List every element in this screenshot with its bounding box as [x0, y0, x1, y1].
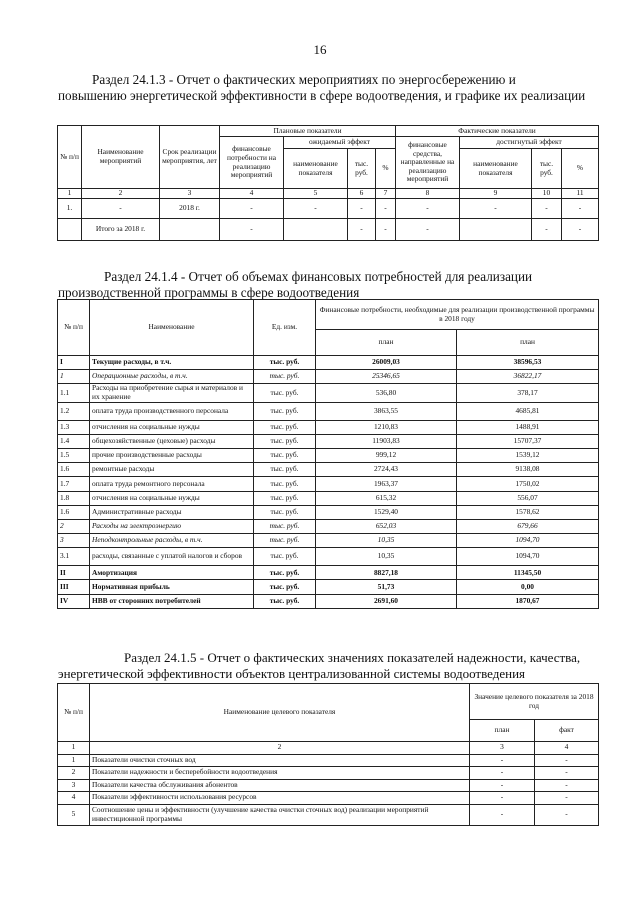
header-num: № п/п	[58, 300, 90, 356]
row-value-1: 1963,37	[316, 477, 457, 491]
row-value-1: 1210,83	[316, 420, 457, 434]
row-fact: -	[535, 754, 599, 767]
row-num: 1.1	[58, 384, 90, 402]
row-value-1: 615,32	[316, 491, 457, 505]
index-cell: 2	[82, 189, 160, 199]
table-row	[58, 199, 599, 219]
table-row	[58, 420, 599, 434]
row-name: Административные расходы	[90, 505, 254, 519]
row-value-1: 999,12	[316, 448, 457, 462]
row-num: 1.3	[58, 420, 90, 434]
section-24-1-5-title	[58, 650, 598, 682]
row-value-2: 1578,62	[457, 505, 599, 519]
row-num: 1	[58, 754, 90, 767]
header-name: Наименование мероприятий	[82, 126, 160, 189]
row-num: 1.2	[58, 402, 90, 420]
row-unit: тыс. руб.	[254, 402, 316, 420]
index-cell: 1	[58, 189, 82, 199]
header-plan-effect: ожидаемый эффект	[284, 137, 396, 149]
table-row	[58, 463, 599, 477]
header-plan: план	[470, 720, 535, 742]
index-row	[58, 189, 599, 199]
table-row	[58, 477, 599, 491]
row-plan: -	[470, 779, 535, 792]
row-value-1: 8827,18	[316, 566, 457, 580]
row-value-1: 2691,60	[316, 594, 457, 608]
row-unit: тыс. руб.	[254, 356, 316, 370]
row-unit: тыс. руб.	[254, 448, 316, 462]
index-cell: 6	[348, 189, 376, 199]
row-num: 1.8	[58, 491, 90, 505]
table-cell: 1.	[58, 199, 82, 219]
header-plan-rub: тыс. руб.	[348, 149, 376, 189]
index-cell: 8	[396, 189, 460, 199]
table-row	[58, 448, 599, 462]
table-row	[58, 370, 599, 384]
row-name: отчисления на социальные нужды	[90, 420, 254, 434]
section-24-1-3-title	[58, 72, 586, 104]
table-cell: -	[376, 219, 396, 241]
header-fact-fin: финансовые средства, направленные на реализацию мероприятий	[396, 137, 460, 189]
header-name: Наименование	[90, 300, 254, 356]
row-value-2: 38596,53	[457, 356, 599, 370]
row-num: 3.1	[58, 548, 90, 566]
table-cell: 2018 г.	[160, 199, 220, 219]
row-value-2: 1094,70	[457, 534, 599, 548]
row-num: I	[58, 356, 90, 370]
row-value-1: 3863,55	[316, 402, 457, 420]
row-value-2: 0,00	[457, 580, 599, 594]
section-title-line: Раздел 24.1.5 - Отчет о фактических значениях показателей надежности, качества,	[124, 650, 581, 665]
row-value-1: 11903,83	[316, 434, 457, 448]
table-row	[58, 384, 599, 402]
header-num: № п/п	[58, 126, 82, 189]
row-name: отчисления на социальные нужды	[90, 491, 254, 505]
row-unit: тыс. руб.	[254, 463, 316, 477]
row-unit: тыс. руб.	[254, 580, 316, 594]
row-unit: тыс. руб.	[254, 491, 316, 505]
row-value-1: 26009,03	[316, 356, 457, 370]
row-name: оплата труда ремонтного персонала	[90, 477, 254, 491]
row-value-2: 4685,81	[457, 402, 599, 420]
row-name: Неподконтрольные расходы, в т.ч.	[90, 534, 254, 548]
row-num: 2	[58, 519, 90, 533]
header-plan: план	[316, 330, 457, 356]
row-name: Расходы на приобретение сырья и материалов и их хранение	[90, 384, 254, 402]
index-cell: 4	[535, 742, 599, 755]
index-cell: 2	[90, 742, 470, 755]
table-cell	[460, 219, 532, 241]
row-value-1: 652,03	[316, 519, 457, 533]
index-row	[58, 742, 599, 755]
table-cell	[284, 219, 348, 241]
row-value-1: 10,35	[316, 534, 457, 548]
header-plan-fin: финансовые потребности на реализацию мероприятий	[220, 137, 284, 189]
row-num: 1.4	[58, 434, 90, 448]
row-value-2: 1870,67	[457, 594, 599, 608]
table-row	[58, 594, 599, 608]
row-name: Нормативная прибыль	[90, 580, 254, 594]
row-plan: -	[470, 792, 535, 805]
table-cell: -	[348, 219, 376, 241]
row-value-2: 9138,08	[457, 463, 599, 477]
table-row	[58, 548, 599, 566]
row-name: Текущие расходы, в т.ч.	[90, 356, 254, 370]
row-name: Расходы на электроэнергию	[90, 519, 254, 533]
row-num: 1.6	[58, 505, 90, 519]
header-plan-ind: наименование показателя	[284, 149, 348, 189]
financial-needs-table	[57, 299, 599, 609]
header-fact: факт	[535, 720, 599, 742]
header-unit: Ед. изм.	[254, 300, 316, 356]
page-number: 16	[313, 42, 327, 57]
row-value-2: 378,17	[457, 384, 599, 402]
section-title-line: Раздел 24.1.4 - Отчет об объемах финансовых потребностей для реализации	[104, 269, 533, 284]
row-name: прочие производственные расходы	[90, 448, 254, 462]
row-unit: тыс. руб.	[254, 384, 316, 402]
row-name: общехозяйственные (цеховые) расходы	[90, 434, 254, 448]
row-value-2: 679,66	[457, 519, 599, 533]
table-row	[58, 566, 599, 580]
header-fact-rub: тыс. руб.	[532, 149, 562, 189]
index-cell: 3	[160, 189, 220, 199]
table-cell: -	[284, 199, 348, 219]
row-fact: -	[535, 804, 599, 825]
table-row	[58, 434, 599, 448]
row-value-2: 1094,70	[457, 548, 599, 566]
row-value-1: 10,35	[316, 548, 457, 566]
table-cell	[58, 219, 82, 241]
row-num: 1.7	[58, 477, 90, 491]
table-row-total	[58, 219, 599, 241]
table-cell	[160, 219, 220, 241]
row-num: 4	[58, 792, 90, 805]
row-unit: тыс. руб.	[254, 420, 316, 434]
row-num: 1.6	[58, 463, 90, 477]
header-needs: Финансовые потребности, необходимые для реализации производственной программы в 2018 году	[316, 300, 599, 330]
row-num: 1.5	[58, 448, 90, 462]
index-cell: 9	[460, 189, 532, 199]
row-unit: тыс. руб.	[254, 548, 316, 566]
row-num: 1	[58, 370, 90, 384]
row-value-2: 1750,02	[457, 477, 599, 491]
table-row	[58, 491, 599, 505]
table-cell: -	[82, 199, 160, 219]
table-cell: -	[460, 199, 532, 219]
row-value-1: 1529,40	[316, 505, 457, 519]
row-unit: тыс. руб.	[254, 594, 316, 608]
header-fact-group: Фактические показатели	[396, 126, 599, 137]
row-name: Операционные расходы, в т.ч.	[90, 370, 254, 384]
table-cell: -	[220, 219, 284, 241]
row-name: расходы, связанные с уплатой налогов и сборов	[90, 548, 254, 566]
table-row	[58, 754, 599, 767]
row-fact: -	[535, 767, 599, 780]
header-fact-effect: достигнутый эффект	[460, 137, 599, 149]
row-value-2: 15707,37	[457, 434, 599, 448]
row-unit: тыс. руб.	[254, 534, 316, 548]
table-row	[58, 792, 599, 805]
row-unit: тыс. руб.	[254, 519, 316, 533]
row-num: IV	[58, 594, 90, 608]
header-value: Значение целевого показателя за 2018 год	[470, 684, 599, 720]
table-cell: -	[532, 199, 562, 219]
row-value-2: 11345,50	[457, 566, 599, 580]
row-name: Соотношение цены и эффективности (улучшение качества очистки сточных вод) реализации мероприятий инвестиционной программы	[90, 804, 470, 825]
table-row	[58, 767, 599, 780]
index-cell: 5	[284, 189, 348, 199]
header-num: № п/п	[58, 684, 90, 742]
table-row	[58, 519, 599, 533]
energy-measures-table	[57, 125, 599, 241]
table-cell: -	[396, 219, 460, 241]
table-row	[58, 580, 599, 594]
row-name: Показатели качества обслуживания абонентов	[90, 779, 470, 792]
row-plan: -	[470, 754, 535, 767]
table-cell: -	[532, 219, 562, 241]
row-name: Показатели надежности и бесперебойности водоотведения	[90, 767, 470, 780]
section-title-line: производственной программы в сфере водоотведения	[58, 285, 360, 300]
table-row	[58, 534, 599, 548]
row-value-1: 51,73	[316, 580, 457, 594]
row-value-2: 556,07	[457, 491, 599, 505]
table-cell: Итого за 2018 г.	[82, 219, 160, 241]
row-value-1: 25346,65	[316, 370, 457, 384]
header-fact-pct: %	[562, 149, 599, 189]
row-num: 5	[58, 804, 90, 825]
table-row	[58, 505, 599, 519]
row-num: 3	[58, 779, 90, 792]
row-value-2: 1539,12	[457, 448, 599, 462]
row-name: оплата труда производственного персонала	[90, 402, 254, 420]
index-cell: 3	[470, 742, 535, 755]
table-row	[58, 356, 599, 370]
table-row	[58, 779, 599, 792]
index-cell: 4	[220, 189, 284, 199]
table-cell: -	[348, 199, 376, 219]
row-value-2: 1488,91	[457, 420, 599, 434]
row-unit: тыс. руб.	[254, 370, 316, 384]
table-cell: -	[562, 219, 599, 241]
row-unit: тыс. руб.	[254, 505, 316, 519]
section-title-line: энергетической эффективности объектов централизованной системы водоотведения	[58, 666, 526, 681]
row-value-1: 2724,43	[316, 463, 457, 477]
row-unit: тыс. руб.	[254, 566, 316, 580]
row-num: II	[58, 566, 90, 580]
row-plan: -	[470, 804, 535, 825]
table-cell: -	[376, 199, 396, 219]
row-unit: тыс. руб.	[254, 477, 316, 491]
header-term: Срок реализации мероприятия, лет	[160, 126, 220, 189]
table-cell: -	[562, 199, 599, 219]
table-cell: -	[220, 199, 284, 219]
header-plan-group: Плановые показатели	[220, 126, 396, 137]
header-plan: план	[457, 330, 599, 356]
index-cell: 10	[532, 189, 562, 199]
row-num: 2	[58, 767, 90, 780]
header-plan-pct: %	[376, 149, 396, 189]
row-unit: тыс. руб.	[254, 434, 316, 448]
header-name: Наименование целевого показателя	[90, 684, 470, 742]
row-plan: -	[470, 767, 535, 780]
table-cell: -	[396, 199, 460, 219]
index-cell: 11	[562, 189, 599, 199]
row-fact: -	[535, 792, 599, 805]
section-24-1-4-title	[58, 269, 596, 301]
row-fact: -	[535, 779, 599, 792]
row-value-1: 536,80	[316, 384, 457, 402]
row-name: НВВ от сторонних потребителей	[90, 594, 254, 608]
section-title-line: повышению энергетической эффективности в сфере водоотведения, и графике их реализации	[58, 88, 586, 103]
row-num: 3	[58, 534, 90, 548]
index-cell: 7	[376, 189, 396, 199]
section-title-line: Раздел 24.1.3 - Отчет о фактических мероприятиях по энергосбережению и	[92, 72, 516, 87]
row-name: Амортизация	[90, 566, 254, 580]
table-row	[58, 804, 599, 825]
row-value-2: 36822,17	[457, 370, 599, 384]
target-indicators-table	[57, 683, 599, 826]
table-row	[58, 402, 599, 420]
row-name: Показатели очистки сточных вод	[90, 754, 470, 767]
row-name: Показатели эффективности использования ресурсов	[90, 792, 470, 805]
row-num: III	[58, 580, 90, 594]
row-name: ремонтные расходы	[90, 463, 254, 477]
index-cell: 1	[58, 742, 90, 755]
header-fact-ind: наименование показателя	[460, 149, 532, 189]
